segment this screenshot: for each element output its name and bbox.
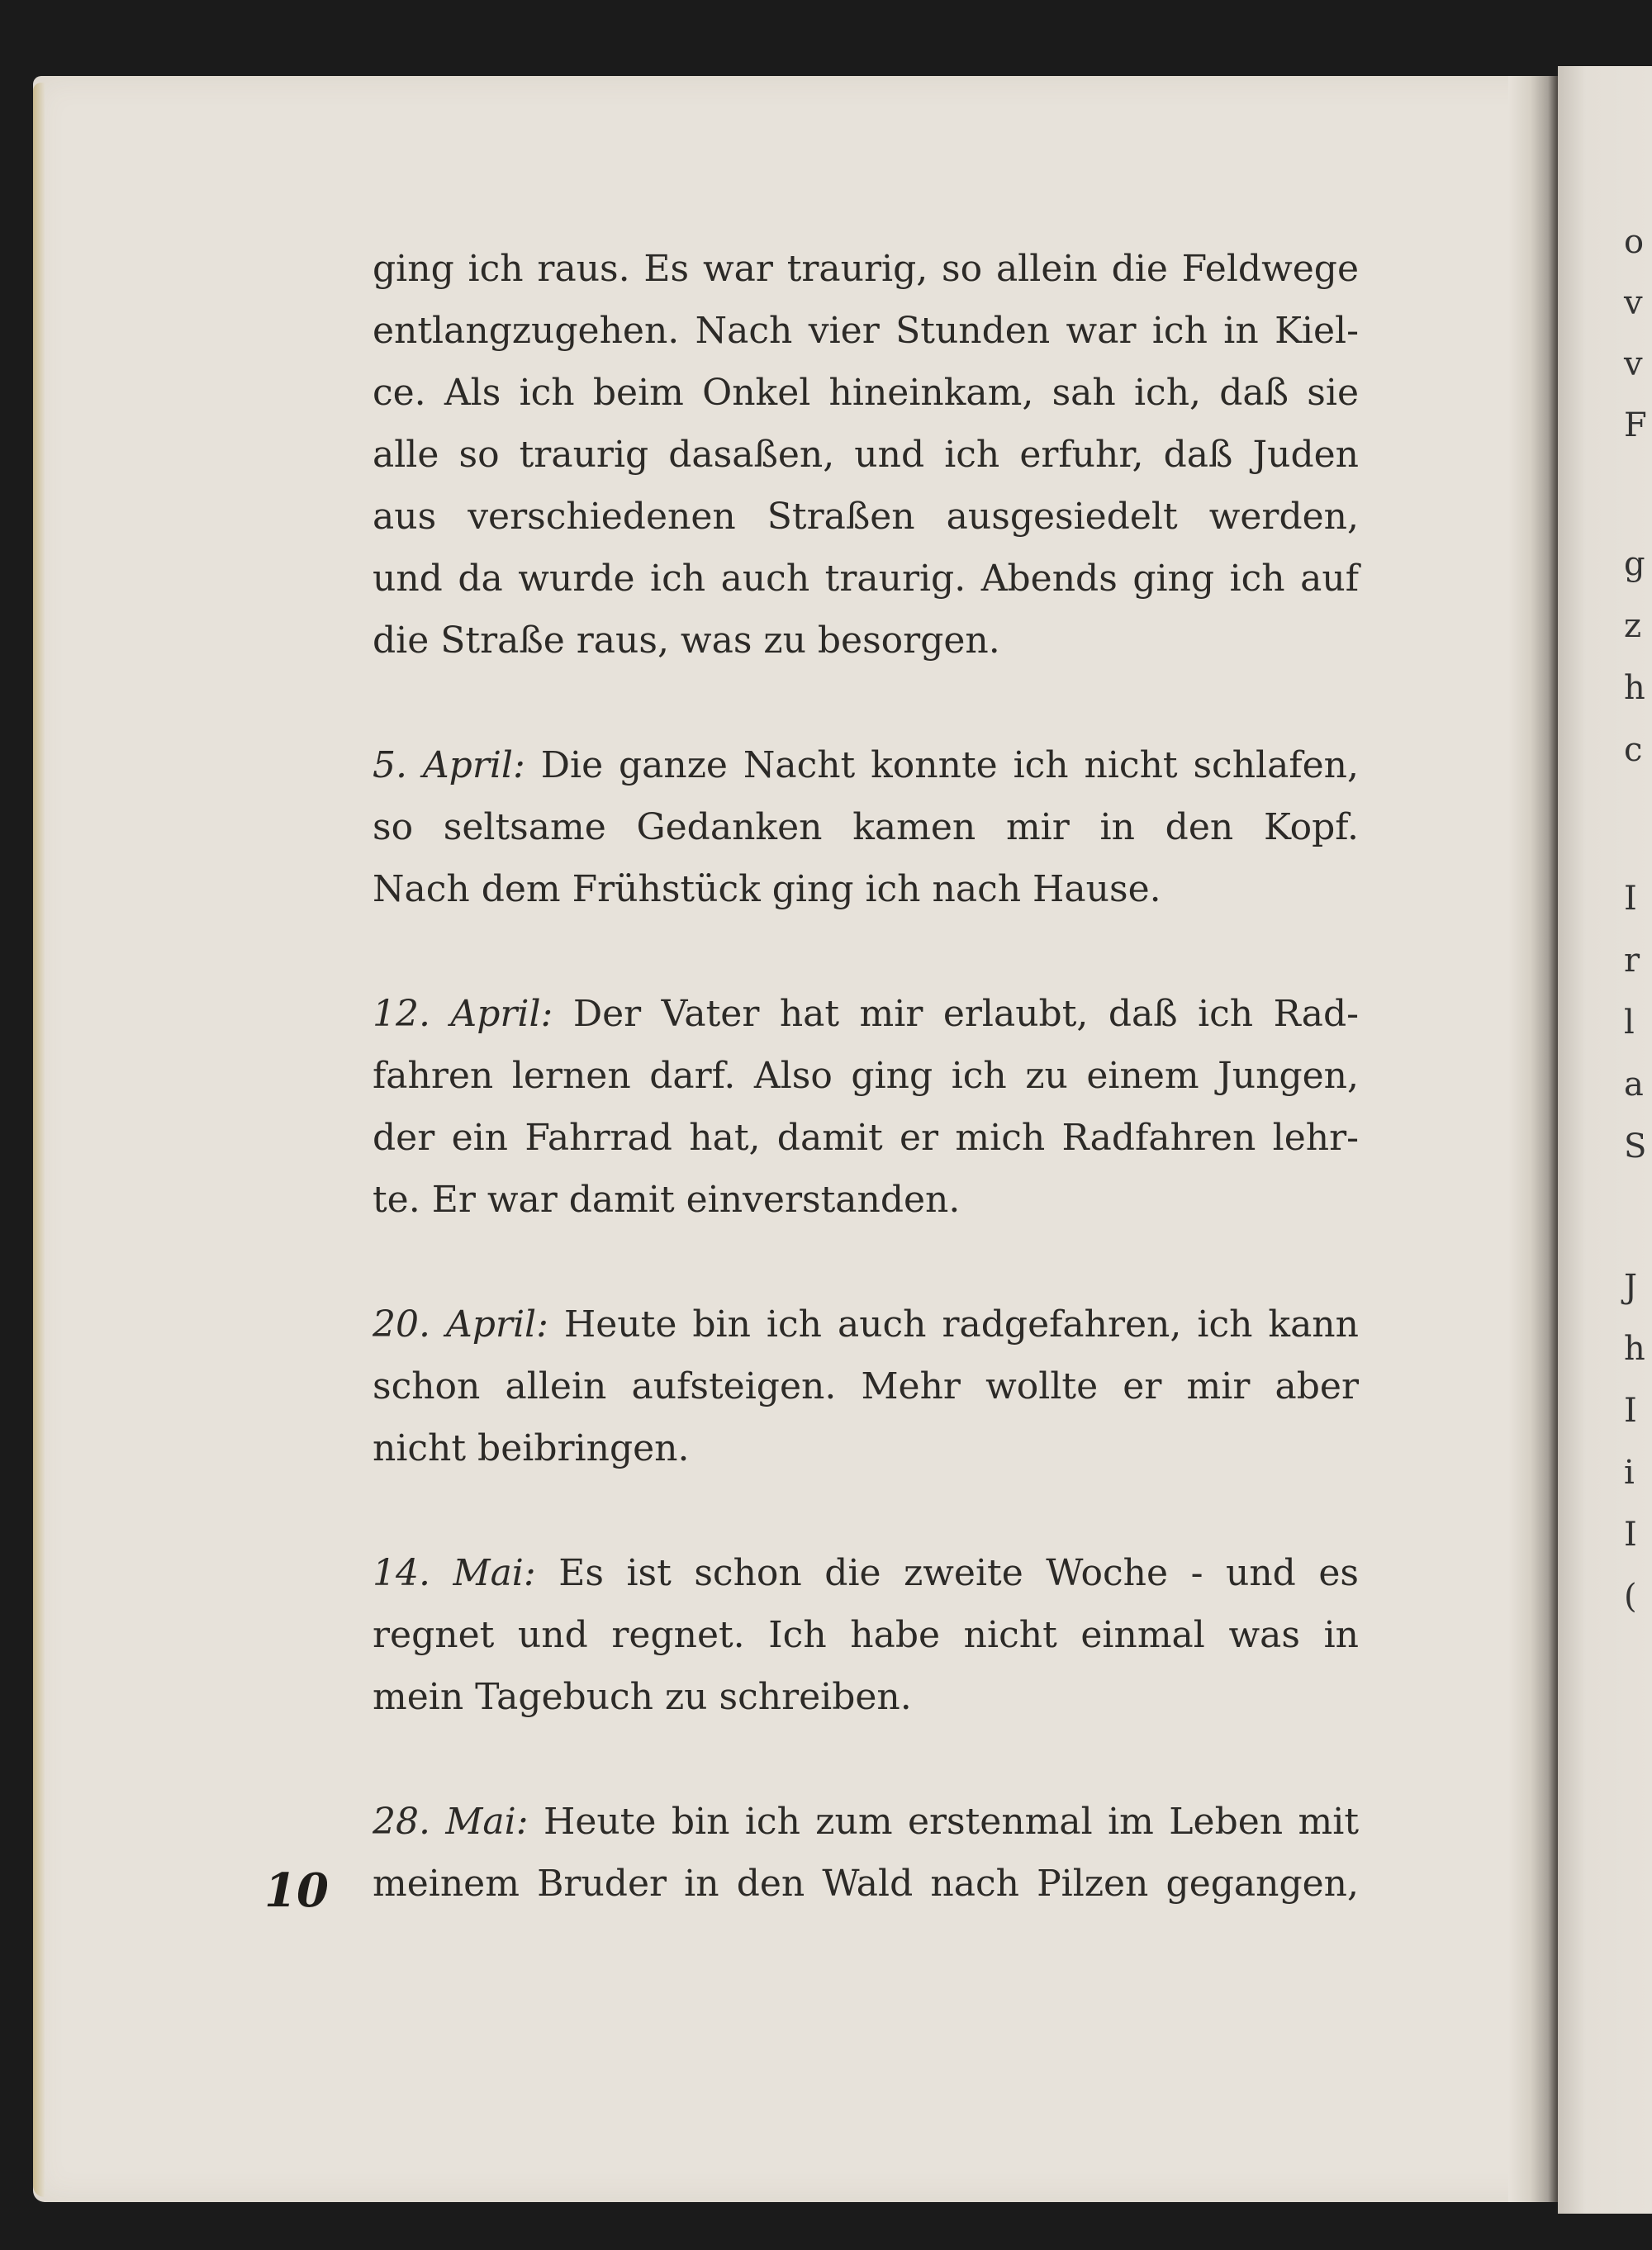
entry-date: 12. April: (373, 993, 553, 1035)
text-line: Nach dem Frühstück ging ich nach Hause. (373, 868, 1161, 910)
facing-glyph: o (1624, 223, 1645, 261)
text-line (373, 983, 1359, 1045)
page-number: 10 (264, 1863, 329, 1918)
facing-glyph: J (1624, 1268, 1638, 1306)
entry-text: Heute bin ich auch radgefahren, ich kann (548, 1303, 1359, 1346)
text-line: aus verschiedenen Straßen ausgesiedelt werden, (373, 496, 1359, 538)
diary-text (373, 238, 1359, 1977)
text-line: mein Tagebuch zu schreiben. (373, 1676, 912, 1718)
text-line (373, 1791, 1359, 1853)
text-line: so seltsame Gedanken kamen mir in den Kopf. (373, 806, 1359, 848)
facing-glyph: S (1624, 1127, 1647, 1165)
text-line: die Straße raus, was zu besorgen. (373, 619, 1000, 662)
facing-glyph: F (1624, 406, 1647, 444)
entry-date: 20. April: (373, 1303, 548, 1346)
facing-glyph: r (1624, 942, 1640, 980)
entry-date: 14. Mai: (373, 1552, 536, 1594)
facing-glyph: h (1624, 669, 1645, 707)
text-line: entlangzugehen. Nach vier Stunden war ich in Kiel- (373, 310, 1359, 352)
entry-text: Es ist schon die zweite Woche - und es (535, 1552, 1359, 1594)
facing-glyph: I (1624, 1392, 1637, 1430)
diary-entry (373, 734, 1359, 920)
entry-date: 28. Mai: (373, 1801, 529, 1843)
diary-entry (373, 1791, 1359, 1915)
text-line: nicht beibringen. (373, 1427, 690, 1469)
page-edge (33, 83, 45, 2197)
facing-glyph: a (1624, 1066, 1644, 1104)
text-line: ce. Als ich beim Onkel hineinkam, sah ich, daß sie (373, 372, 1359, 414)
text-line: fahren lernen darf. Also ging ich zu einem Jungen, (373, 1055, 1359, 1097)
facing-glyph: ( (1624, 1578, 1637, 1616)
diary-entry (373, 1294, 1359, 1479)
text-line: schon allein aufsteigen. Mehr wollte er mir aber (373, 1365, 1359, 1407)
facing-glyph: l (1624, 1004, 1635, 1042)
facing-glyph: I (1624, 880, 1637, 918)
text-line: te. Er war damit einverstanden. (373, 1179, 961, 1221)
text-line: ging ich raus. Es war traurig, so allein die Feldwege (373, 248, 1359, 290)
text-line: alle so traurig dasaßen, und ich erfuhr, daß Juden (373, 434, 1359, 476)
diary-entry (373, 238, 1359, 672)
facing-glyph: v (1624, 284, 1643, 322)
entry-text: Heute bin ich zum erstenmal im Leben mit (528, 1801, 1359, 1843)
entry-date: 5. April: (373, 744, 525, 786)
facing-page-edge (1558, 66, 1652, 2214)
text-line: meinem Bruder in den Wald nach Pilzen gegangen, (373, 1863, 1359, 1905)
text-line (373, 1542, 1359, 1604)
text-line: und da wurde ich auch traurig. Abends ging ich auf (373, 558, 1359, 600)
entry-text: Der Vater hat mir erlaubt, daß ich Rad- (553, 993, 1360, 1035)
text-line: der ein Fahrrad hat, damit er mich Radfahren lehr- (373, 1117, 1359, 1159)
facing-glyph: c (1624, 731, 1643, 769)
text-line: regnet und regnet. Ich habe nicht einmal was in (373, 1614, 1359, 1656)
diary-entry (373, 1542, 1359, 1728)
entry-text: Die ganze Nacht konnte ich nicht schlafen, (525, 744, 1359, 786)
facing-glyph: z (1624, 607, 1642, 645)
text-line (373, 734, 1359, 796)
diary-entry (373, 983, 1359, 1231)
facing-glyph: g (1624, 545, 1645, 583)
facing-glyph: i (1624, 1454, 1635, 1492)
facing-glyph: v (1624, 345, 1643, 383)
facing-glyph: I (1624, 1516, 1637, 1554)
book-gutter (1508, 76, 1558, 2202)
text-line (373, 1294, 1359, 1355)
facing-glyph: h (1624, 1330, 1645, 1368)
